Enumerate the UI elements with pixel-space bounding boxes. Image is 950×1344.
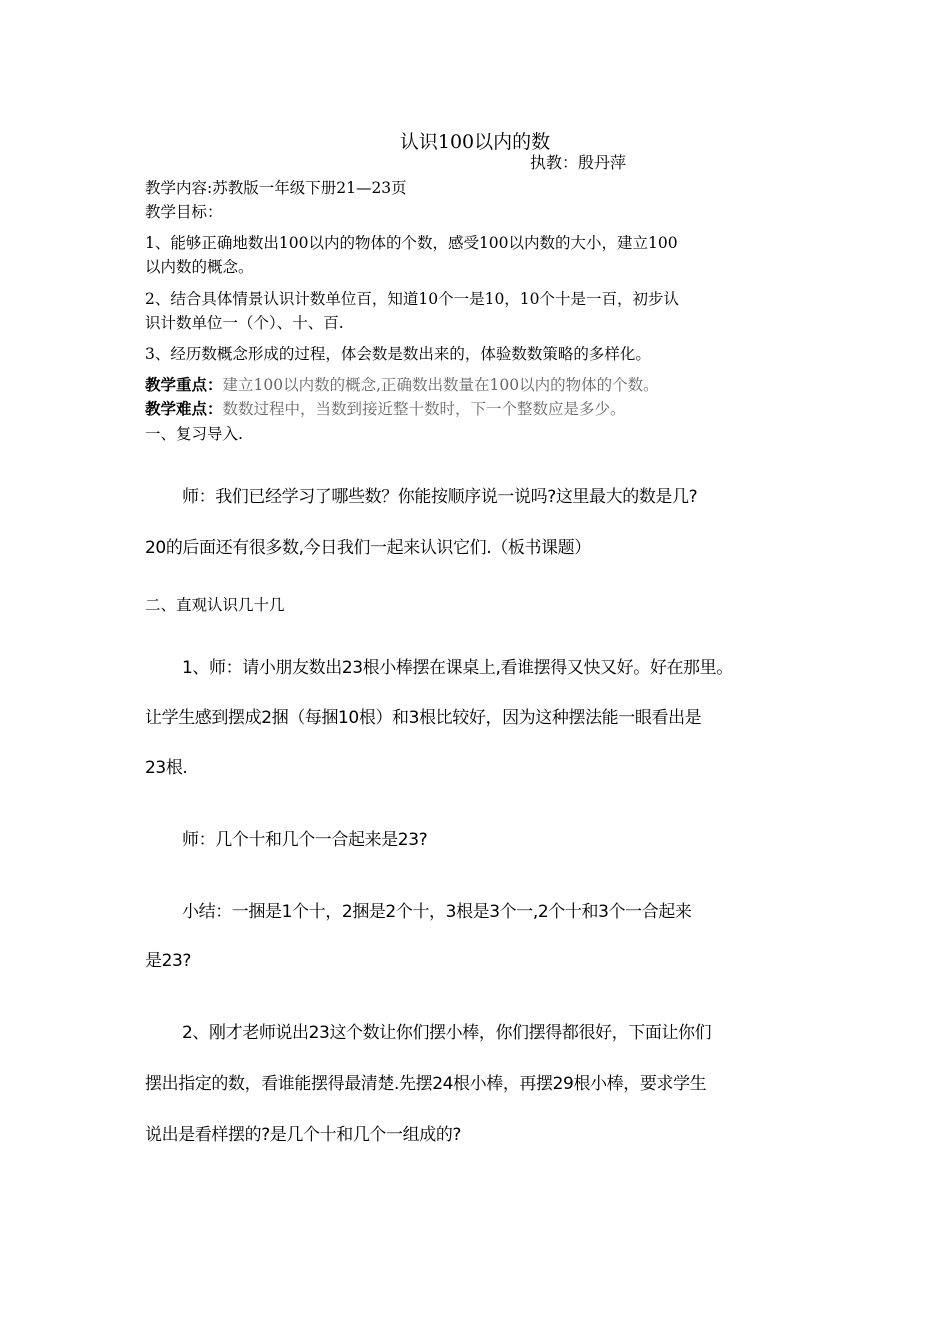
- review-line2: 20的后面还有很多数,今日我们一起来认识它们.（板书课题）: [145, 538, 591, 558]
- section-2-heading: 二、直观认识几十几: [145, 596, 285, 614]
- paragraph-3-line1: 小结：一捆是1个十，2捆是2个十，3根是3个一,2个十和3个一合起来: [182, 902, 692, 922]
- objective-2-line1: 2、结合具体情景认识计数单位百，知道10个一是10，10个十是一百，初步认: [145, 290, 680, 308]
- difficulty: [145, 397, 626, 421]
- section-1-heading: 一、复习导入.: [145, 425, 243, 443]
- objectives-heading: 教学目标：: [145, 203, 223, 221]
- paragraph-4-line3: 说出是看样摆的?是几个十和几个一组成的?: [145, 1125, 462, 1145]
- difficulty-text: 数数过程中，当数到接近整十数时，下一个整数应是多少。: [222, 400, 626, 418]
- paragraph-2-line1: 师：几个十和几个一合起来是23?: [182, 830, 428, 850]
- paragraph-1-line2: 让学生感到摆成2捆（每捆10根）和3根比较好，因为这种摆法能一眼看出是: [145, 708, 702, 728]
- paragraph-3-line2: 是23?: [145, 951, 192, 971]
- teaching-content: 教学内容:苏教版一年级下册21—23页: [145, 179, 407, 197]
- document-title: 认识100以内的数: [399, 131, 551, 153]
- objective-1-line1: 1、能够正确地数出100以内的物体的个数，感受100以内数的大小，建立100: [145, 234, 678, 252]
- paragraph-1-line1: 1、师：请小朋友数出23根小棒摆在课桌上,看谁摆得又快又好。好在那里。: [182, 658, 733, 678]
- key-point: [145, 373, 659, 397]
- objective-3: 3、经历数概念形成的过程，体会数是数出来的，体验数数策略的多样化。: [145, 345, 651, 363]
- paragraph-4-line2: 摆出指定的数，看谁能摆得最清楚.先摆24根小棒，再摆29根小棒，要求学生: [145, 1074, 707, 1094]
- paragraph-4-line1: 2、刚才老师说出23这个数让你们摆小棒，你们摆得都很好，下面让你们: [182, 1023, 712, 1043]
- objective-1-line2: 以内数的概念。: [145, 258, 254, 276]
- objective-2-line2: 识计数单位一（个）、十、百.: [145, 314, 344, 332]
- teacher-name: 执教：殷丹萍: [530, 153, 627, 172]
- review-line1: 师：我们已经学习了哪些数？你能按顺序说一说吗?这里最大的数是几?: [182, 487, 698, 507]
- key-point-label: 教学重点：: [145, 375, 223, 394]
- paragraph-1-line3: 23根.: [145, 758, 188, 778]
- difficulty-label: 教学难点：: [145, 399, 223, 418]
- key-point-text: 建立100以内数的概念,正确数出数量在100以内的物体的个数。: [222, 376, 659, 394]
